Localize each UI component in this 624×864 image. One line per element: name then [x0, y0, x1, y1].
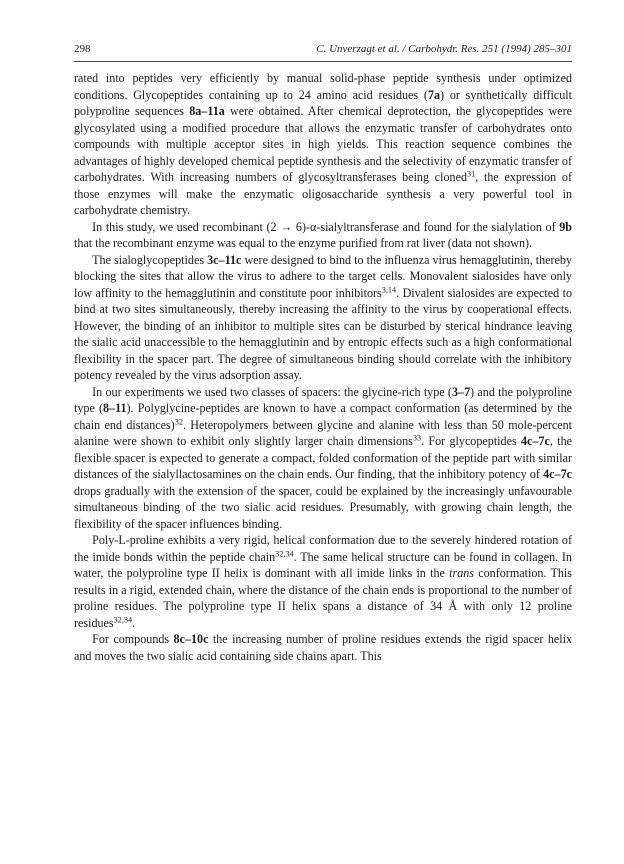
paragraph-5: Poly-L-proline exhibits a very rigid, helical conformation due to the severely hindered rotation of the imide bonds within the peptide chain$^{32,34}$. The same helical structure can be found in collagen. In water, the polyproline type II helix is dominant with all imide links in the trans conformation. This results in a rigid, extended chain, where the distance of the chain ends is proportional to the number of proline residues. The polyproline type II helix spans a distance of 34 Å with only 12 proline residues$^{32,34}$. [74, 533, 572, 630]
paragraph-6: For compounds 8c–10c the increasing number of proline residues extends the rigid spacer helix and moves the two sialic acid containing side chains apart. This [74, 632, 572, 663]
page-number: 298 [74, 43, 91, 55]
paragraph-1: rated into peptides very efficiently by manual solid-phase peptide synthesis under optimized conditions. Glycopeptides containing up to 24 amino acid residues (7a) or synthetically difficult polyproline sequences 8a–11a were obtained. After chemical deprotection, the glycopeptides were glycosylated using a modified procedure that allows the enzymatic transfer of carbohydrates onto compounds with multiple acceptor sites in high yields. This reaction sequence combines the advantages of highly developed chemical peptide synthesis and the selectivity of enzymatic transfer of carbohydrates. With increasing numbers of glycosyltransferases being cloned$^{31}$, the expression of those enzymes will make the enzymatic oligosaccharide synthesis a very powerful tool in carbohydrate chemistry. [74, 71, 572, 217]
paragraph-4: In our experiments we used two classes of spacers: the glycine-rich type (3–7) and the polyproline type (8–11). Polyglycine-peptides are known to have a compact conformation (as determined by the chain end distances)$^{32}$. Heteropolymers between glycine and alanine with less than 50 mole-percent alanine were shown to exhibit only slightly larger chain dimensions$^{33}$. For glycopeptides 4c–7c, the flexible spacer is expected to generate a compact, folded conformation of the peptide part with similar distances of the sialyllactosamines on the chain ends. Our finding, that the inhibitory potency of 4c–7c drops gradually with the extension of the spacer, could be explained by the increasingly unfavourable simultaneous binding of the two sialic acid residues. Presumably, with growing chain length, the flexibility of the spacer influences binding. [74, 384, 572, 531]
header-rule [74, 61, 572, 62]
running-head [74, 41, 572, 57]
paragraph-2: In this study, we used recombinant (2 → 6)-α-sialyltransferase and found for the sialylation of 9b that the recombinant enzyme was equal to the enzyme purified from rat liver (data not shown). [74, 219, 572, 250]
journal-reference: C. Unverzagt et al. / Carbohydr. Res. 251 (1994) 285–301 [316, 43, 572, 55]
article-body [74, 70, 572, 664]
paragraph-3: The sialoglycopeptides 3c–11c were designed to bind to the influenza virus hemagglutinin, thereby blocking the sites that allow the virus to adhere to the target cells. Monovalent sialosides have only low affinity to the hemagglutinin and constitute poor inhibitors$^{3,14}$. Divalent sialosides are expected to bind at two sites simultaneously, thereby increasing the affinity to the virus by cooperational effects. However, the binding of an inhibitor to multiple sites can be disturbed by sterical hindrance leaving the sialic acid unaccessible to the hemagglutinin and by entropic effects such as a high conformational flexibility in the spacer part. The degree of simultaneous binding should correlate with the inhibitory potency revealed by the virus adsorption assay. [74, 252, 572, 382]
